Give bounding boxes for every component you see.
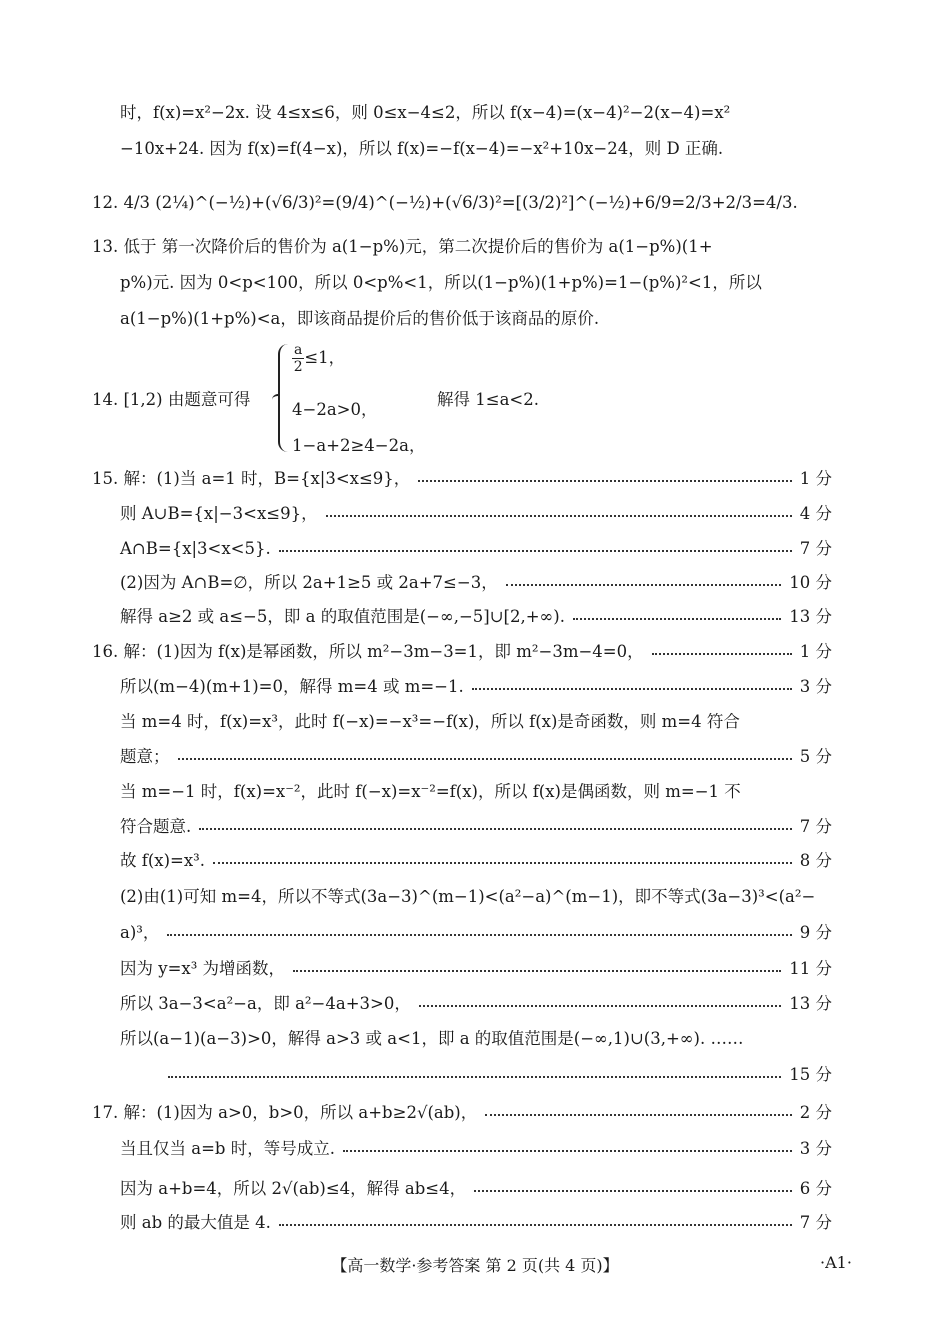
solution-line: 所以(m−4)(m+1)=0，解得 m=4 或 m=−1. 3 分 [120,677,832,696]
score: 10 分 [789,573,832,592]
solution-line: 符合题意. 7 分 [120,817,832,836]
leader-dots [178,746,792,760]
solution-line: 16. 解：(1)因为 f(x)是幂函数，所以 m²−3m−3=1，即 m²−3m−4=0， 1 分 [92,642,832,661]
leader-dots [472,676,792,690]
solution-line: (2)因为 A∩B=∅，所以 2a+1≥5 或 2a+7≤−3， 10 分 [120,573,832,592]
solution-line: 解得 a≥2 或 a≤−5，即 a 的取值范围是(−∞,−5]∪[2,+∞). 13 分 [120,607,832,626]
leader-dots [279,538,792,552]
score: 11 分 [789,959,832,978]
solution-line: 故 f(x)=x³. 8 分 [120,851,832,870]
text-line: −10x+24. 因为 f(x)=f(4−x)，所以 f(x)=−f(x−4)=−x²+10x−24，则 D 正确. [120,139,724,158]
leader-dots [474,1178,792,1192]
score: 6 分 [799,1179,832,1198]
text-line: 当 m=4 时，f(x)=x³，此时 f(−x)=−x³=−f(x)，所以 f(x)是奇函数，则 m=4 符合 [120,712,740,731]
solution-line: 因为 y=x³ 为增函数， 11 分 [120,959,832,978]
solution-line: 则 A∪B={x|−3<x≤9}， 4 分 [120,504,832,523]
score: 7 分 [799,817,832,836]
leader-dots [199,816,792,830]
leader-dots [485,1102,792,1116]
solution-line [160,1064,832,1086]
score: 13 分 [789,994,832,1013]
solution-line: A∩B={x|3<x<5}. 7 分 [120,539,832,558]
text-line: 时，f(x)=x²−2x. 设 4≤x≤6，则 0≤x−4≤2，所以 f(x−4)=(x−4)²−2(x−4)=x² [120,103,731,122]
leader-dots [293,958,781,972]
solution-line: 则 ab 的最大值是 4. 7 分 [120,1213,832,1232]
leader-dots [167,922,791,936]
text-line: 当 m=−1 时，f(x)=x⁻²，此时 f(−x)=x⁻²=f(x)，所以 f(x)是偶函数，则 m=−1 不 [120,782,741,801]
leader-dots [279,1212,792,1226]
text-line: 所以(a−1)(a−3)>0，解得 a>3 或 a<1，即 a 的取值范围是(−∞,1)∪(3,+∞). …… [120,1029,744,1048]
system-row-2: 4−2a>0， [292,400,378,419]
score: 9 分 [799,923,832,942]
solution-line: 15. 解：(1)当 a=1 时，B={x|3<x≤9}， 1 分 [92,469,832,488]
solution-line: 题意； 5 分 [120,747,832,766]
footer-code: ·A1· [820,1253,852,1272]
text-line: a(1−p%)(1+p%)<a，即该商品提价后的售价低于该商品的原价. [120,309,600,328]
answer-13: 13. 低于 第一次降价后的售价为 a(1−p%)元，第二次提价后的售价为 a(1−p%)(1+ [92,237,713,256]
score: 15 分 [789,1065,832,1084]
score: 2 分 [799,1103,832,1122]
solution-line: 所以 3a−3<a²−a，即 a²−4a+3>0， 13 分 [120,994,832,1013]
leader-dots [573,606,781,620]
score: 1 分 [799,469,832,488]
brace-symbol [278,344,290,452]
system-row-3: 1−a+2≥4−2a， [292,436,426,455]
score: 1 分 [799,642,832,661]
fraction: $\frac{a}{2}$ [293,342,303,375]
leader-dots [419,993,781,1007]
answer-12: 12. 4/3 (2¼)^(−½)+(√6/3)²=(9/4)^(−½)+(√6/3)²=[(3/2)²]^(−½)+6/9=2/3+2/3=4/3. [92,193,798,212]
answer-14-result: 解得 1≤a<2. [437,390,539,409]
solution-line: 当且仅当 a=b 时，等号成立. 3 分 [120,1139,832,1158]
leader-dots [506,572,782,586]
score: 8 分 [799,851,832,870]
score: 3 分 [799,1139,832,1158]
score: 13 分 [789,607,832,626]
score: 4 分 [799,504,832,523]
score: 5 分 [799,747,832,766]
score: 7 分 [799,539,832,558]
answer-14-label: 14. [1,2) 由题意可得 [92,390,251,409]
leader-dots [652,641,792,655]
score: 3 分 [799,677,832,696]
leader-dots [326,503,792,517]
score: 7 分 [799,1213,832,1232]
leader-dots [343,1138,792,1152]
footer-title: 【高一数学·参考答案 第 2 页(共 4 页)】 [331,1256,619,1275]
text-line: p%)元. 因为 0<p<100，所以 0<p%<1，所以(1−p%)(1+p%)=1−(p%)²<1，所以 [120,273,762,292]
text-line: (2)由(1)可知 m=4，所以不等式(3a−3)^(m−1)<(a²−a)^(m−1)，即不等式(3a−3)³<(a²− [120,887,816,906]
leader-dots [168,1064,781,1078]
solution-line: 因为 a+b=4，所以 2√(ab)≤4，解得 ab≤4， 6 分 [120,1179,832,1198]
solution-line: a)³， 9 分 [120,923,832,942]
leader-dots [418,468,791,482]
system-row-1: $\frac{a}{2}\le 1$， [293,342,346,375]
solution-line: 17. 解：(1)因为 a>0，b>0，所以 a+b≥2√(ab)， 2 分 [92,1103,832,1122]
leader-dots [213,850,792,864]
